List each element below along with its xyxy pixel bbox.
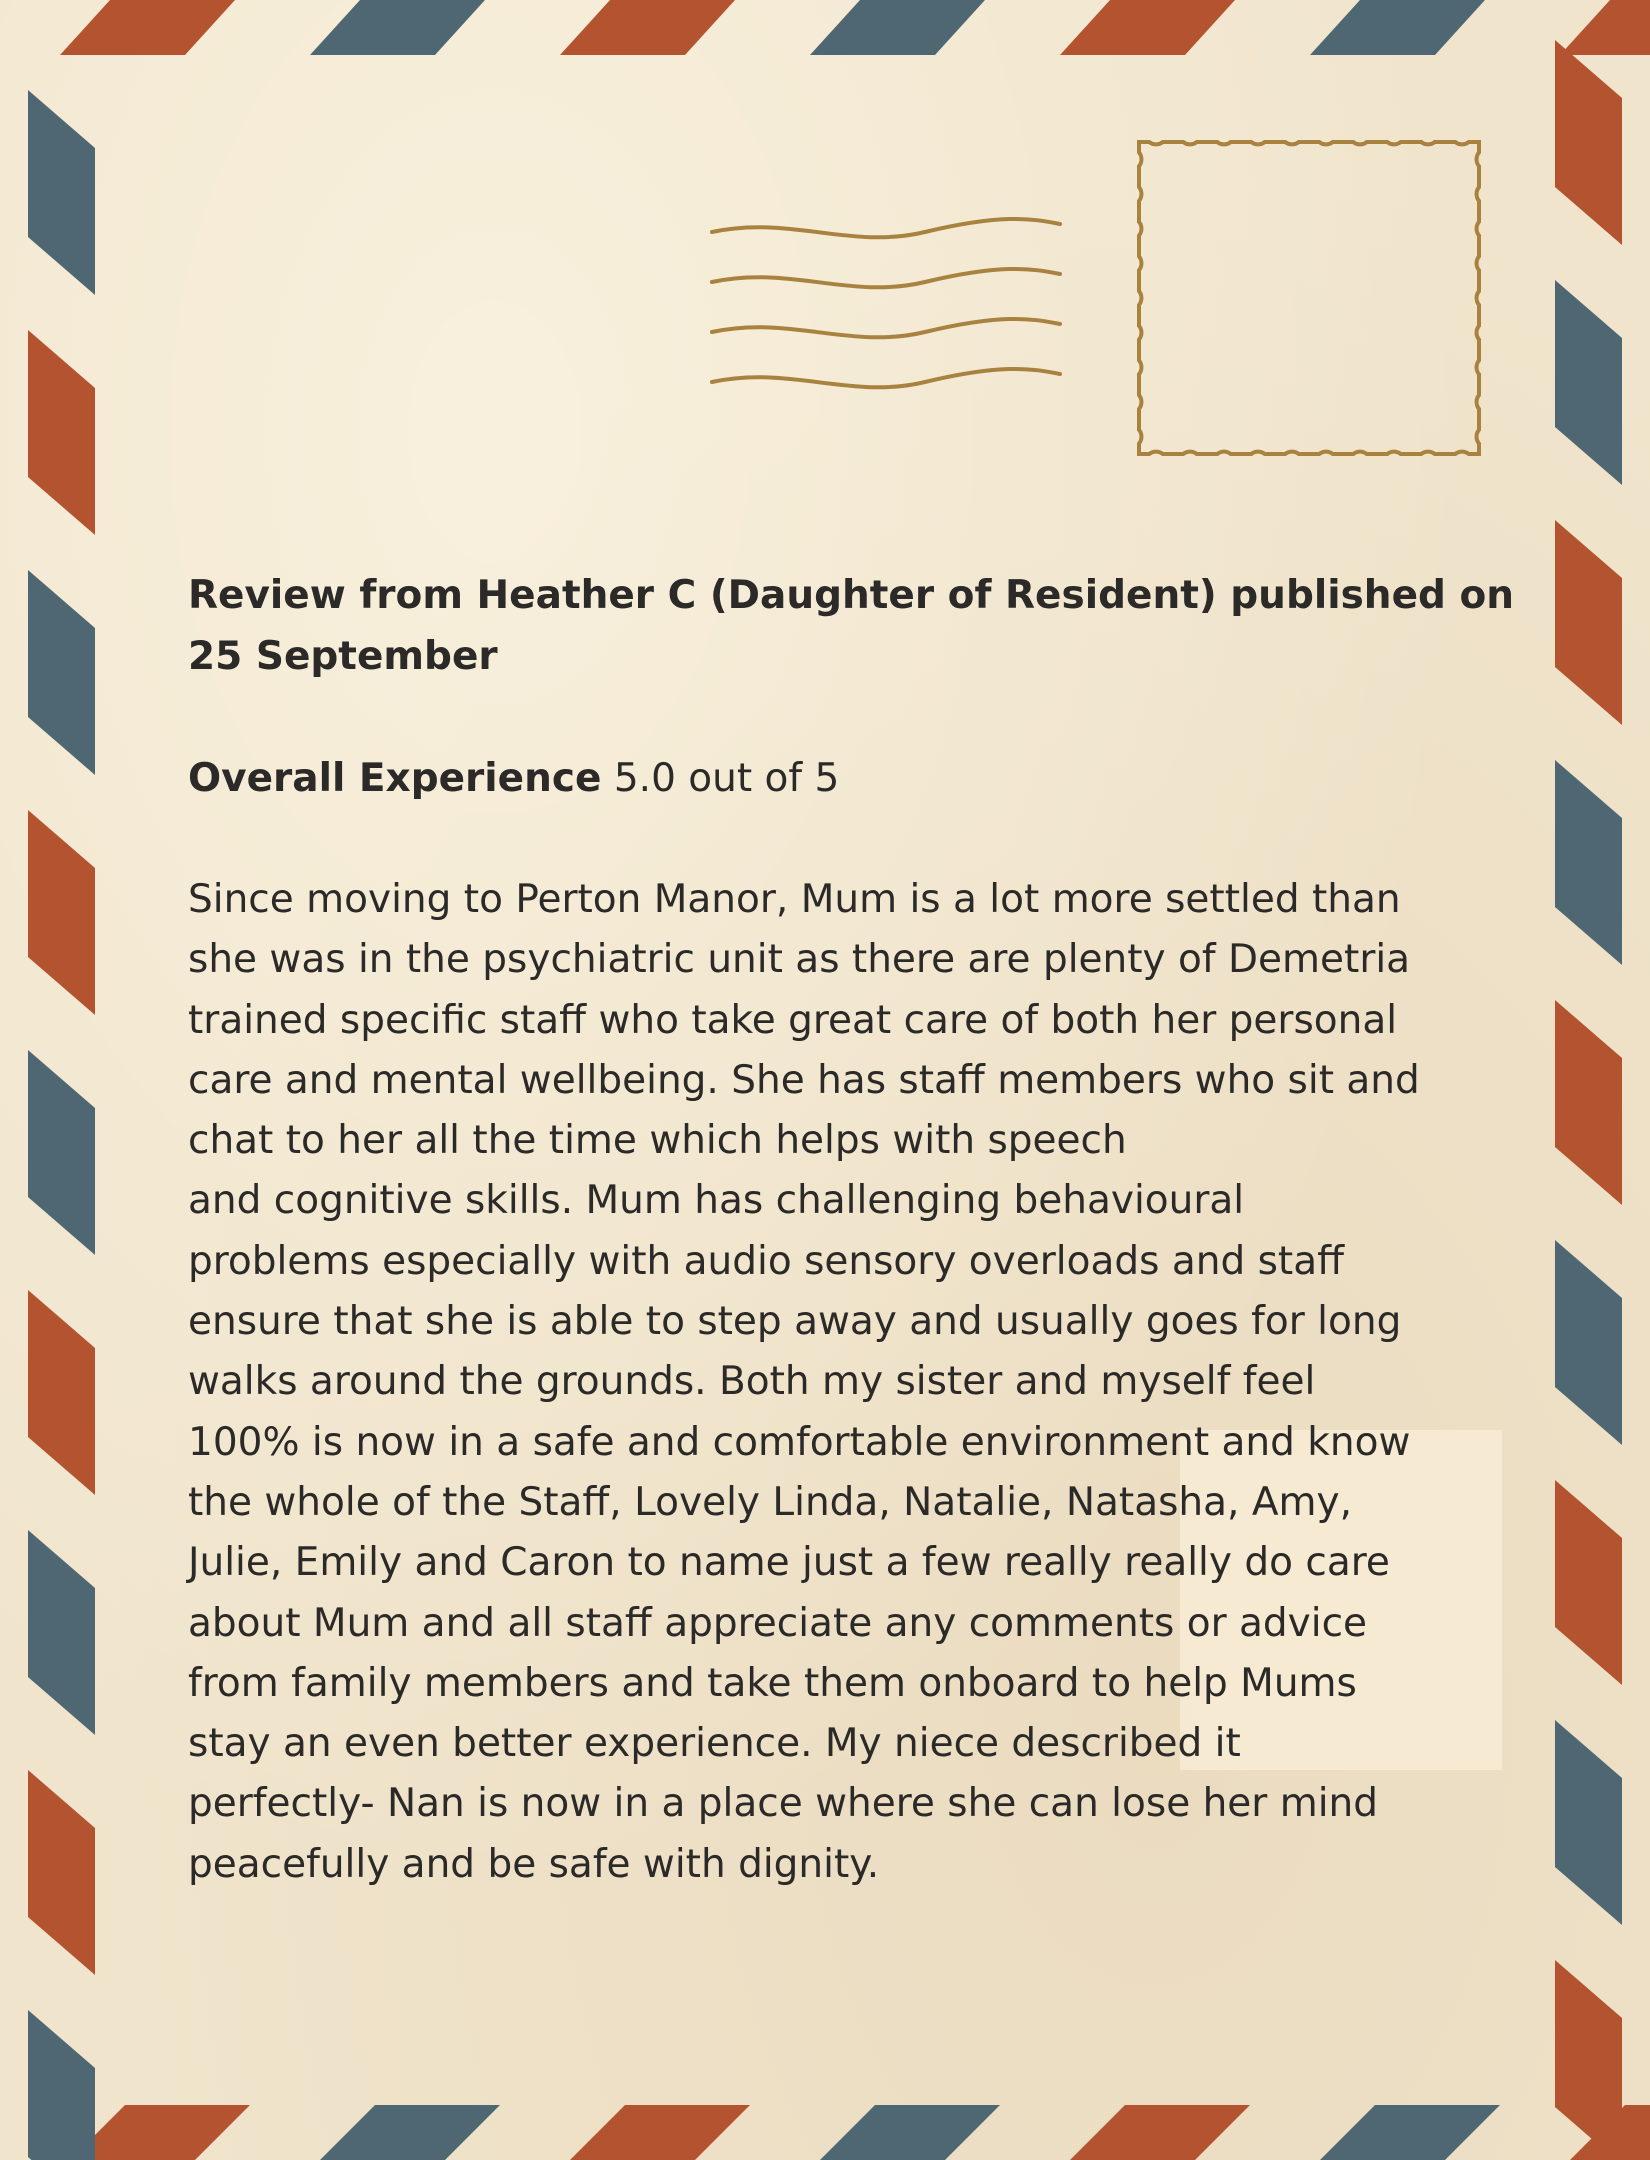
airmail-stripe xyxy=(28,2010,95,2160)
airmail-stripe xyxy=(70,2105,250,2160)
airmail-stripe xyxy=(1555,1960,1622,2160)
rating-value: 5.0 out of 5 xyxy=(613,756,840,801)
airmail-stripe xyxy=(810,0,985,55)
wavy-postmark-lines-icon xyxy=(700,210,1070,400)
review-body-line: the whole of the Staff, Lovely Linda, Natalie, Natasha, Amy, xyxy=(188,1479,1352,1525)
right-border-stripes xyxy=(1555,40,1622,2160)
airmail-stripe xyxy=(1555,1240,1622,1445)
airmail-stripe xyxy=(1555,1000,1622,1205)
bottom-border-stripes xyxy=(70,2105,1650,2160)
airmail-stripe xyxy=(1320,2105,1500,2160)
airmail-stripe xyxy=(1555,520,1622,725)
airmail-stripe xyxy=(1555,1720,1622,1925)
airmail-stripe xyxy=(1555,40,1622,245)
empty-postage-stamp-frame-icon xyxy=(1135,138,1483,458)
review-body xyxy=(188,870,1488,1895)
review-body-line: Julie, Emily and Caron to name just a few really really do care xyxy=(188,1540,1390,1586)
review-body-line: walks around the grounds. Both my sister and myself feel xyxy=(188,1359,1316,1405)
review-body-line: problems especially with audio sensory overloads and staff xyxy=(188,1238,1344,1284)
airmail-stripe xyxy=(310,0,485,55)
airmail-stripe xyxy=(28,1050,95,1255)
review-body-line: from family members and take them onboard to help Mums xyxy=(188,1660,1357,1706)
review-body-line: 100% is now in a safe and comfortable environment and know xyxy=(188,1419,1411,1465)
airmail-stripe xyxy=(28,570,95,775)
overall-rating xyxy=(188,748,1488,809)
airmail-stripe xyxy=(28,330,95,535)
review-body-line: peacefully and be safe with dignity. xyxy=(188,1841,880,1887)
review-body-line: care and mental wellbeing. She has staff members who sit and xyxy=(188,1057,1420,1103)
airmail-stripe xyxy=(1060,0,1235,55)
airmail-stripe xyxy=(28,1770,95,1975)
review-body-line: she was in the psychiatric unit as there are plenty of Demetria xyxy=(188,937,1411,983)
airmail-stripe xyxy=(1560,0,1650,55)
review-body-line: stay an even better experience. My niece described it xyxy=(188,1721,1241,1767)
review-content xyxy=(188,565,1515,1895)
review-body-line: about Mum and all staff appreciate any comments or advice xyxy=(188,1600,1368,1646)
review-body-line: Since moving to Perton Manor, Mum is a lot more settled than xyxy=(188,877,1401,922)
airmail-stripe xyxy=(1555,1480,1622,1685)
airmail-stripe xyxy=(28,810,95,1015)
top-border-stripes xyxy=(60,0,1650,55)
review-body-line: trained specific staff who take great care of both her personal xyxy=(188,997,1398,1043)
review-date: 25 September xyxy=(188,634,498,679)
review-body-line: chat to her all the time which helps with speech xyxy=(188,1118,1127,1164)
review-body-line: ensure that she is able to step away and usually goes for long xyxy=(188,1299,1402,1345)
airmail-stripe xyxy=(1555,760,1622,965)
rating-label: Overall Experience xyxy=(188,756,602,801)
airmail-stripe xyxy=(1070,2105,1250,2160)
airmail-stripe xyxy=(28,90,95,295)
review-body-line: and cognitive skills. Mum has challenging behavioural xyxy=(188,1178,1245,1224)
airmail-stripe xyxy=(570,2105,750,2160)
airmail-stripe xyxy=(320,2105,500,2160)
airmail-stripe xyxy=(1310,0,1485,55)
review-body-line: perfectly- Nan is now in a place where she can lose her mind xyxy=(188,1781,1379,1827)
review-heading xyxy=(188,565,1515,687)
airmail-stripe xyxy=(820,2105,1000,2160)
airmail-stripe xyxy=(1555,280,1622,485)
airmail-stripe xyxy=(28,1290,95,1495)
airmail-stripe xyxy=(28,1530,95,1735)
airmail-stripe xyxy=(560,0,735,55)
left-border-stripes xyxy=(28,90,95,2160)
review-heading-line: Review from Heather C (Daughter of Resident) published on xyxy=(188,573,1515,618)
airmail-stripe xyxy=(60,0,235,55)
